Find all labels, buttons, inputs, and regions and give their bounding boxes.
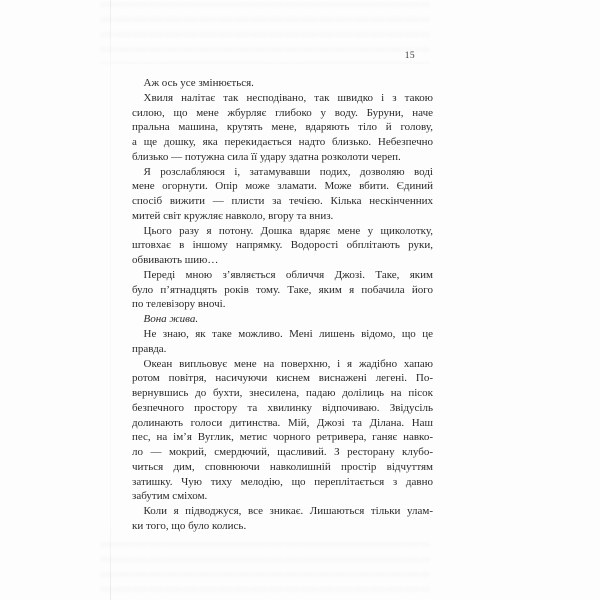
paragraph [132, 165, 433, 224]
text-line: а ще дошку, яка перекидається надто близько. Небезпечно [132, 136, 433, 149]
page-crease [110, 0, 111, 600]
paragraph [132, 268, 433, 312]
text-line: ки того, що було колись. [132, 519, 247, 532]
text-line: ло — мокрий, смердючий, щасливий. З ресторану клубо- [132, 446, 433, 459]
text-line: Хвиля налітає так несподівано, так швидко і з такою [143, 91, 433, 104]
text-line: ротом повітря, насичуючи киснем виснажені легені. По- [132, 372, 433, 385]
paragraph [132, 76, 433, 91]
text-block [132, 76, 433, 534]
text-line: мене огорнути. Опір може зламати. Може вбити. Єдиний [132, 180, 433, 193]
text-line: читься дим, сповнюючи навколишній простір відчуттям [132, 460, 433, 473]
text-line: Не знаю, як таке можливо. Мені лишень відомо, що це [143, 328, 433, 341]
text-line: силою, що мене жбурляє глибоко у воду. Буруни, наче [132, 106, 433, 119]
paragraph [132, 327, 433, 357]
text-line: затишку. Чую тиху мелодію, що переплітається з давно [132, 475, 433, 488]
paragraph [132, 312, 433, 327]
text-line: митей світ кружляє навколо, вгору та вниз. [132, 209, 334, 222]
text-line: Цього разу я потону. Дошка вдаряє мене у щиколотку, [143, 224, 433, 237]
page-bleedthrough-bottom [100, 542, 430, 594]
paragraph [132, 357, 433, 505]
text-line: Океан випльовує мене на поверхню, і я жадібно хапаю [143, 357, 433, 370]
paragraph [132, 504, 433, 534]
text-line: пес, на ім’я Вуглик, метис чорного ретривера, ганяє навко- [132, 431, 433, 444]
text-line: штовхає в іншому напрямку. Водорості обплітають руки, [132, 239, 433, 252]
text-line: забутим сміхом. [132, 490, 208, 503]
text-line: Я розслабляюся і, затамувавши подих, дозволяю воді [143, 165, 433, 178]
text-line: близько — потужна сила її удару здатна розколоти череп. [132, 150, 401, 163]
text-line: Переді мною з’являється обличчя Джозі. Таке, яким [143, 268, 433, 281]
text-line: Аж ось усе змінюється. [143, 77, 254, 89]
text-line: обвивають шию… [132, 254, 219, 267]
text-line: долинають голоси дитинства. Мій, Джозі та Ділана. Наш [132, 416, 433, 429]
text-line: Вона жива. [143, 313, 199, 326]
paragraph [132, 91, 433, 165]
text-line: Коли я підводжуся, все зникає. Лишаються тільки улам- [143, 505, 433, 518]
text-line: безпечного простору та хвилинку відпочиваю. Звідусіль [132, 401, 433, 414]
text-line: правда. [132, 342, 167, 355]
text-line: пральна машина, крутять мене, вдаряють тіло й голову, [132, 121, 433, 134]
text-line: вернувшись до бухти, знесилена, падаю долілиць на пісок [132, 387, 433, 400]
text-line: було п’ятнадцять років тому. Таке, яким я побачила його [132, 283, 433, 296]
paragraph [132, 224, 433, 268]
text-line: спосіб вижити — плисти за течією. Кілька нескінченних [132, 195, 433, 208]
page-number: 15 [404, 51, 415, 61]
text-line: по телевізору вночі. [132, 298, 226, 311]
